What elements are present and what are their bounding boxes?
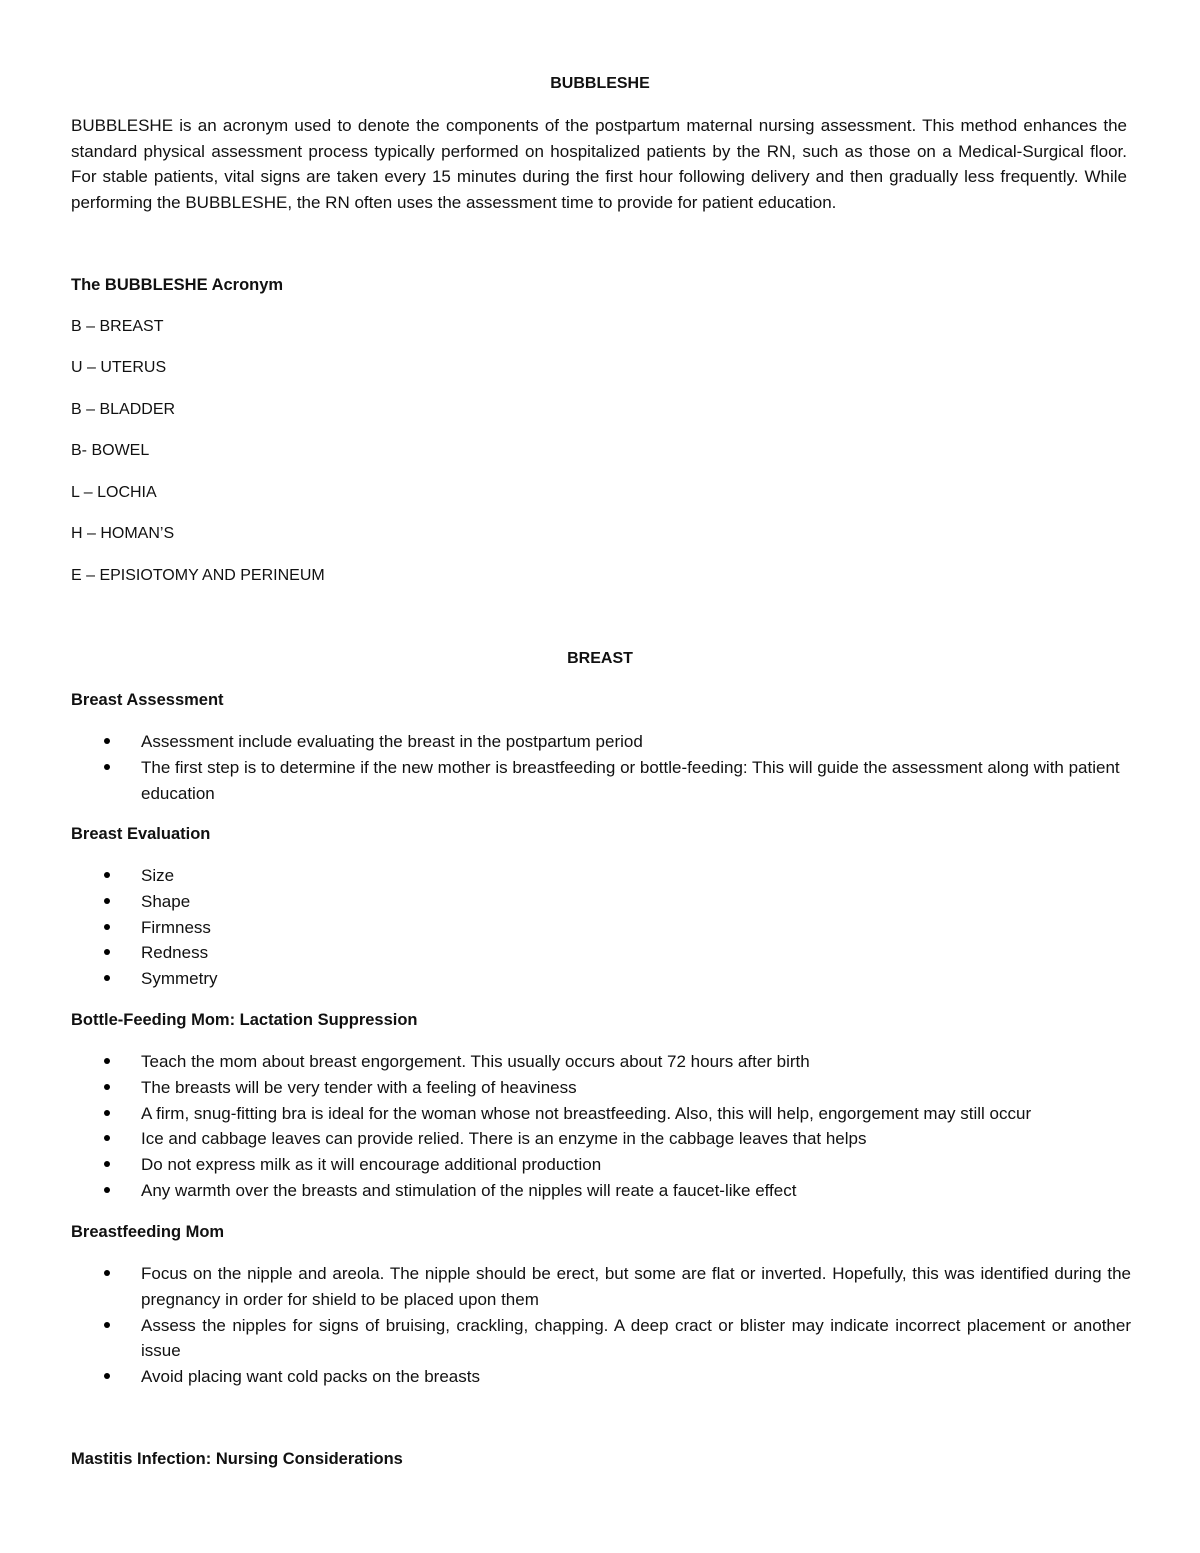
bullet-icon xyxy=(104,1058,110,1064)
acronym-item: U – UTERUS xyxy=(71,359,167,376)
bullet-icon xyxy=(104,1110,110,1116)
list-item xyxy=(71,1152,1131,1178)
acronym-item: L – LOCHIA xyxy=(71,484,157,501)
bottle-feeding-list xyxy=(71,1049,1131,1204)
acronym-heading: The BUBBLESHE Acronym xyxy=(71,276,284,294)
list-item-text: The breasts will be very tender with a feeling of heaviness xyxy=(141,1077,577,1097)
list-item-text: The first step is to determine if the new mother is breastfeeding or bottle-feeding: This will guide the assessment along with patient education xyxy=(141,757,1120,803)
list-item xyxy=(71,1049,1131,1075)
list-item-text: Avoid placing want cold packs on the breasts xyxy=(141,1367,480,1387)
bullet-icon xyxy=(104,975,110,981)
acronym-item: B – BREAST xyxy=(71,318,164,335)
list-item xyxy=(71,889,1131,915)
bullet-icon xyxy=(104,764,110,770)
bullet-icon xyxy=(104,1187,110,1193)
list-item-text: Redness xyxy=(141,943,209,963)
acronym-item: B- BOWEL xyxy=(71,442,150,459)
breast-assessment-heading: Breast Assessment xyxy=(71,691,224,709)
list-item xyxy=(71,729,1131,755)
intro-paragraph: BUBBLESHE is an acronym used to denote the components of the postpartum maternal nursing assessment. This method enhances the standard physical assessment process typically performed on hospitalized patients by the RN, such as those on a Medical-Surgical floor. For stable patients, vital signs are taken every 15 minutes during the first hour following delivery and then gradually less frequently. While performing the BUBBLESHE, the RN often uses the assessment time to provide for patient education. xyxy=(71,116,1127,212)
bullet-icon xyxy=(104,1373,110,1379)
list-item xyxy=(71,915,1131,941)
bullet-icon xyxy=(104,872,110,878)
list-item-text: Firmness xyxy=(141,917,211,937)
list-item-text: Symmetry xyxy=(141,969,218,989)
list-item-text: Ice and cabbage leaves can provide relied. There is an enzyme in the cabbage leaves that helps xyxy=(141,1129,867,1149)
list-item-text: Shape xyxy=(141,891,191,911)
bullet-icon xyxy=(104,1135,110,1141)
list-item xyxy=(71,940,1131,966)
acronym-item: B – BLADDER xyxy=(71,401,176,418)
list-item xyxy=(71,1364,1131,1390)
breast-assessment-list xyxy=(71,729,1131,806)
document-title: BUBBLESHE xyxy=(550,75,650,92)
acronym-item: E – EPISIOTOMY AND PERINEUM xyxy=(71,567,325,584)
list-item xyxy=(71,1101,1131,1127)
bullet-icon xyxy=(104,1270,110,1276)
list-item-text: Assessment include evaluating the breast in the postpartum period xyxy=(141,732,643,751)
breast-evaluation-heading: Breast Evaluation xyxy=(71,825,211,843)
bottle-feeding-heading: Bottle-Feeding Mom: Lactation Suppression xyxy=(71,1011,418,1029)
list-item xyxy=(71,1261,1131,1313)
breastfeeding-heading: Breastfeeding Mom xyxy=(71,1223,225,1241)
list-item xyxy=(71,1075,1131,1101)
list-item xyxy=(71,863,1131,889)
list-item-text: A firm, snug-fitting bra is ideal for the woman whose not breastfeeding. Also, this will help, engorgement may still occur xyxy=(141,1103,1032,1123)
acronym-item: H – HOMAN’S xyxy=(71,525,175,542)
list-item-text: Focus on the nipple and areola. The nipple should be erect, but some are flat or inverted. Hopefully, this was identified during the pregnancy in order for shield to be placed upon them xyxy=(141,1264,1131,1309)
breast-evaluation-list xyxy=(71,863,1131,992)
list-item xyxy=(71,1313,1131,1365)
list-item-text: Assess the nipples for signs of bruising, crackling, chapping. A deep cract or blister may indicate incorrect placement or another issue xyxy=(141,1315,1131,1361)
list-item-text: Teach the mom about breast engorgement. This usually occurs about 72 hours after birth xyxy=(141,1052,810,1071)
list-item xyxy=(71,966,1131,992)
list-item xyxy=(71,1126,1131,1152)
list-item-text: Do not express milk as it will encourage additional production xyxy=(141,1155,602,1175)
bullet-icon xyxy=(104,1322,110,1328)
bullet-icon xyxy=(104,898,110,904)
breast-section-title: BREAST xyxy=(567,650,633,667)
bullet-icon xyxy=(104,924,110,930)
list-item xyxy=(71,755,1131,807)
bullet-icon xyxy=(104,1084,110,1090)
bullet-icon xyxy=(104,949,110,955)
list-item-text: Size xyxy=(141,866,175,885)
bullet-icon xyxy=(104,1161,110,1167)
breastfeeding-list xyxy=(71,1261,1131,1390)
list-item xyxy=(71,1178,1131,1204)
list-item-text: Any warmth over the breasts and stimulation of the nipples will reate a faucet-like effect xyxy=(141,1180,797,1200)
mastitis-heading: Mastitis Infection: Nursing Considerations xyxy=(71,1450,403,1468)
bullet-icon xyxy=(104,738,110,744)
